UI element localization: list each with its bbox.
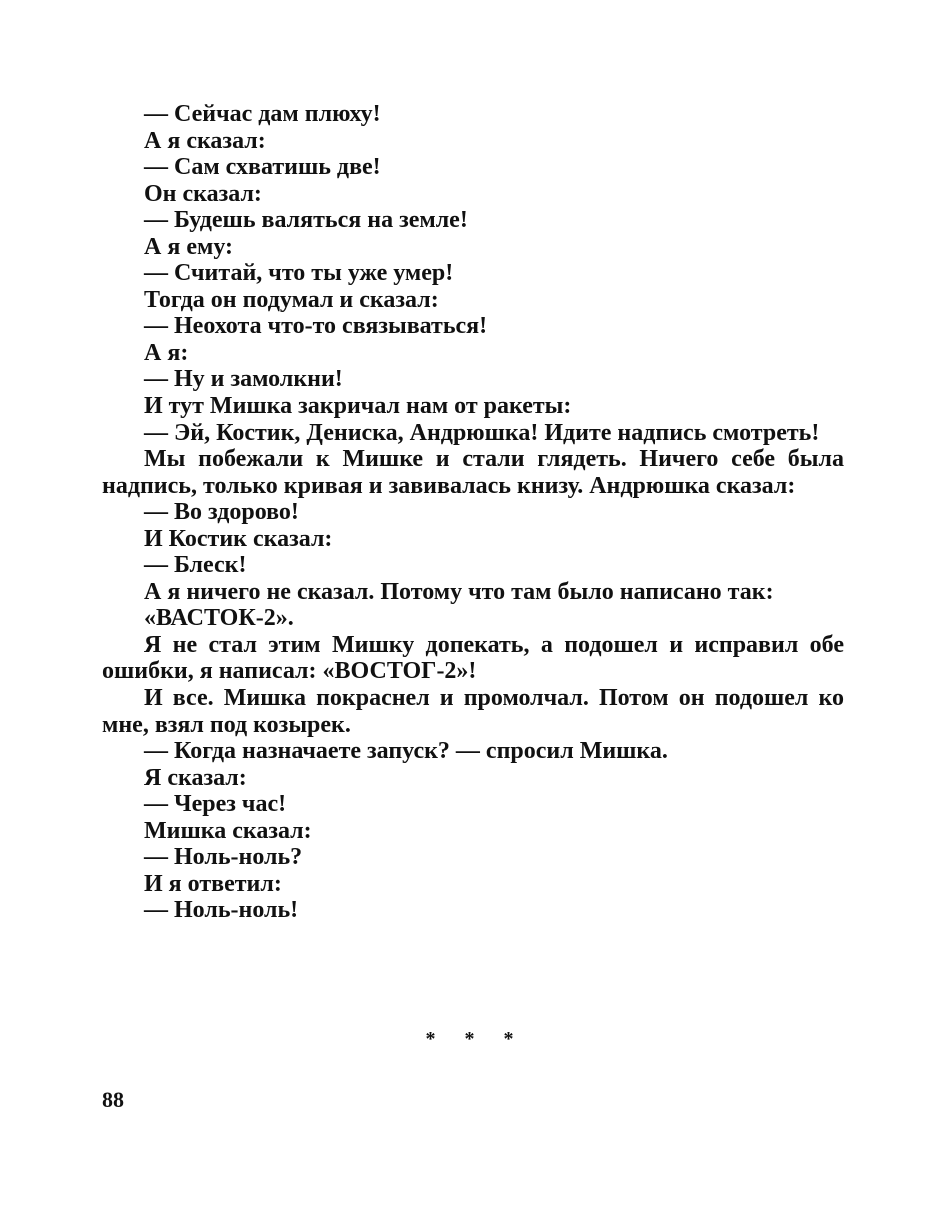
paragraph: Мы побежали к Мишке и стали глядеть. Ничего себе была надпись, только кривая и завивалась книзу. Андрюшка сказал:	[102, 446, 844, 499]
paragraph: — Ноль-ноль?	[144, 844, 303, 871]
paragraph: — Эй, Костик, Дениска, Андрюшка! Идите надпись смотреть!	[144, 419, 820, 446]
paragraph: И я ответил:	[144, 870, 282, 897]
page-body	[102, 101, 844, 924]
paragraph: Я сказал:	[144, 764, 247, 791]
paragraph: — Во здорово!	[144, 499, 299, 526]
paragraph: Мишка сказал:	[144, 817, 312, 844]
paragraph: — Считай, что ты уже умер!	[144, 260, 454, 287]
paragraph: — Будешь валяться на земле!	[144, 207, 468, 234]
paragraph: А я ничего не сказал. Потому что там было написано так:	[144, 578, 774, 605]
page-number: 88	[102, 1087, 124, 1112]
paragraph: «ВАСТОК-2».	[144, 605, 294, 632]
paragraph: Он сказал:	[144, 180, 262, 207]
paragraph: И тут Мишка закричал нам от ракеты:	[144, 393, 572, 420]
body-text	[102, 101, 844, 924]
paragraph: Я не стал этим Мишку допекать, а подошел и исправил обе ошибки, я написал: «ВОСТОГ-2»!	[102, 631, 844, 685]
paragraph: — Сам схватишь две!	[144, 154, 381, 181]
paragraph: — Сейчас дам плюху!	[144, 101, 381, 127]
section-separator: * * *	[425, 1028, 526, 1050]
paragraph: — Блеск!	[144, 552, 247, 579]
paragraph: Тогда он подумал и сказал:	[144, 286, 439, 313]
paragraph: — Неохота что-то связываться!	[144, 313, 488, 340]
paragraph: — Когда назначаете запуск? — спросил Мишка.	[144, 738, 668, 765]
paragraph: А я ему:	[144, 233, 233, 260]
paragraph: — Через час!	[144, 791, 287, 818]
paragraph: А я сказал:	[144, 127, 266, 154]
paragraph: А я:	[144, 339, 189, 366]
paragraph: И все. Мишка покраснел и промолчал. Потом он подошел ко мне, взял под козырек.	[102, 685, 844, 738]
paragraph: И Костик сказал:	[144, 525, 333, 552]
paragraph: — Ну и замолкни!	[144, 366, 343, 393]
paragraph: — Ноль-ноль!	[144, 897, 299, 924]
